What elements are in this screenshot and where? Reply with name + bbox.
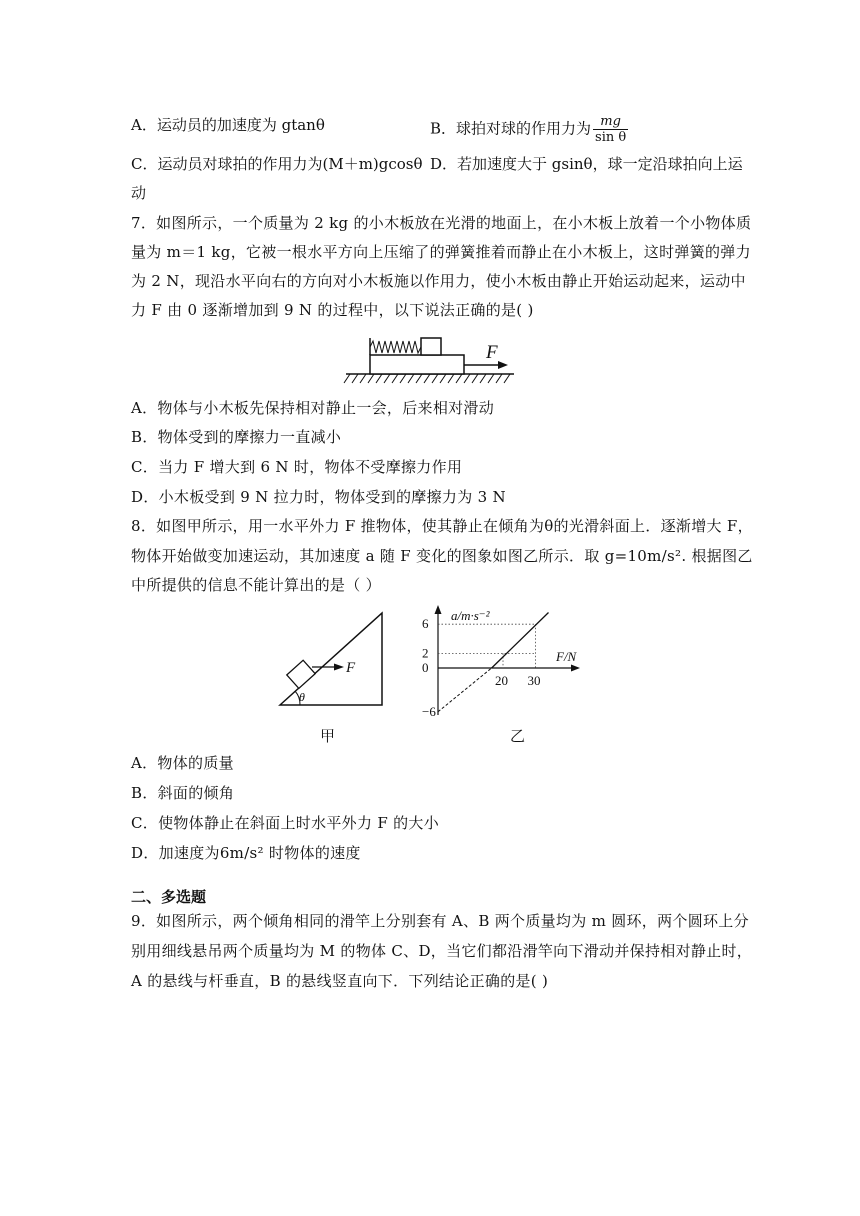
y-tick-label: 0 (422, 660, 429, 675)
q7-stem-line-1: 7．如图所示，一个质量为 2 kg 的小木板放在光滑的地面上，在小木板上放着一个小物体质 (131, 214, 752, 232)
spring (370, 341, 421, 353)
y-tick-label: 6 (422, 616, 429, 632)
small-block (421, 338, 441, 355)
block-on-incline (287, 660, 315, 688)
y-axis-label: a/m·s⁻² (451, 608, 490, 623)
q7-stem-line-2: 量为 m＝1 kg，它被一根水平方向上压缩了的弹簧推着而静止在小木板上，这时弹簧的弹力 (131, 243, 751, 261)
q7-option-d: D．小木板受到 9 N 拉力时，物体受到的摩擦力为 3 N (131, 488, 506, 506)
figure-caption-jia: 甲 (320, 729, 336, 745)
y-tick-label: 2 (422, 645, 429, 661)
q6-option-d: D．若加速度大于 gsinθ，球一定沿球拍向上运 (430, 155, 743, 173)
q8-stem-line-2: 物体开始做变加速运动，其加速度 a 随 F 变化的图象如图乙所示．取 g=10m/s². 根据图乙 (131, 547, 753, 565)
force-label: F (346, 660, 356, 676)
fraction (593, 114, 628, 145)
q8-option-d: D．加速度为6m/s² 时物体的速度 (131, 844, 361, 862)
q9-stem-line-3: A 的悬线与杆垂直，B 的悬线竖直向下．下列结论正确的是( ) (131, 972, 549, 990)
q6-option-a: A．运动员的加速度为 gtanθ (131, 116, 325, 134)
q8-option-a: A．物体的质量 (131, 754, 234, 772)
y-tick-label: −6 (422, 703, 436, 719)
fraction-numerator: mg (593, 114, 628, 130)
figure-caption-yi: 乙 (510, 729, 526, 745)
q7-stem-line-4: 力 F 由 0 逐渐增加到 9 N 的过程中，以下说法正确的是( ) (131, 301, 534, 319)
series-line (492, 613, 549, 668)
x-axis-label: F/N (556, 649, 577, 664)
series-line-dashed (438, 668, 492, 712)
q9-stem-line-1: 9．如图所示，两个倾角相同的滑竿上分别套有 A、B 两个质量均为 m 圆环，两个圆环上分 (131, 912, 749, 930)
x-tick-label: 20 (495, 673, 508, 688)
q8-option-c: C．使物体静止在斜面上时水平外力 F 的大小 (131, 814, 440, 832)
angle-label: θ (299, 690, 305, 704)
q7-option-b: B．物体受到的摩擦力一直减小 (131, 428, 342, 446)
q6-option-b-text: B．球拍对球的作用力为 (430, 119, 592, 138)
q7-option-c: C．当力 F 增大到 6 N 时，物体不受摩擦力作用 (131, 458, 463, 476)
q7-spring-board-figure (340, 330, 520, 386)
force-label: F (486, 342, 498, 363)
fraction-denominator: sin θ (595, 130, 627, 145)
q8-figure-jia (270, 605, 400, 745)
q8-figure-yi-chart (420, 605, 590, 745)
q9-stem-line-2: 别用细线悬吊两个质量均为 M 的物体 C、D，当它们都沿滑竿向下滑动并保持相对静止时， (131, 942, 753, 960)
q8-stem-line-3: 中所提供的信息不能计算出的是（ ） (131, 576, 381, 594)
section-title: 二、多选题 (131, 888, 207, 906)
q8-option-b: B．斜面的倾角 (131, 784, 235, 802)
q6-option-c: C．运动员对球拍的作用力为(M＋m)gcosθ (131, 155, 423, 173)
q7-stem-line-3: 为 2 N，现沿水平向右的方向对小木板施以作用力，使小木板由静止开始运动起来，运动中 (131, 272, 746, 290)
q6-option-d-continued: 动 (131, 184, 147, 202)
x-tick-label: 30 (527, 673, 541, 688)
q8-stem-line-1: 8．如图甲所示，用一水平外力 F 推物体，使其静止在倾角为θ的光滑斜面上．逐渐增大 F， (131, 517, 753, 535)
q7-option-a: A．物体与小木板先保持相对静止一会，后来相对滑动 (131, 399, 495, 417)
q6-option-b (430, 114, 628, 145)
